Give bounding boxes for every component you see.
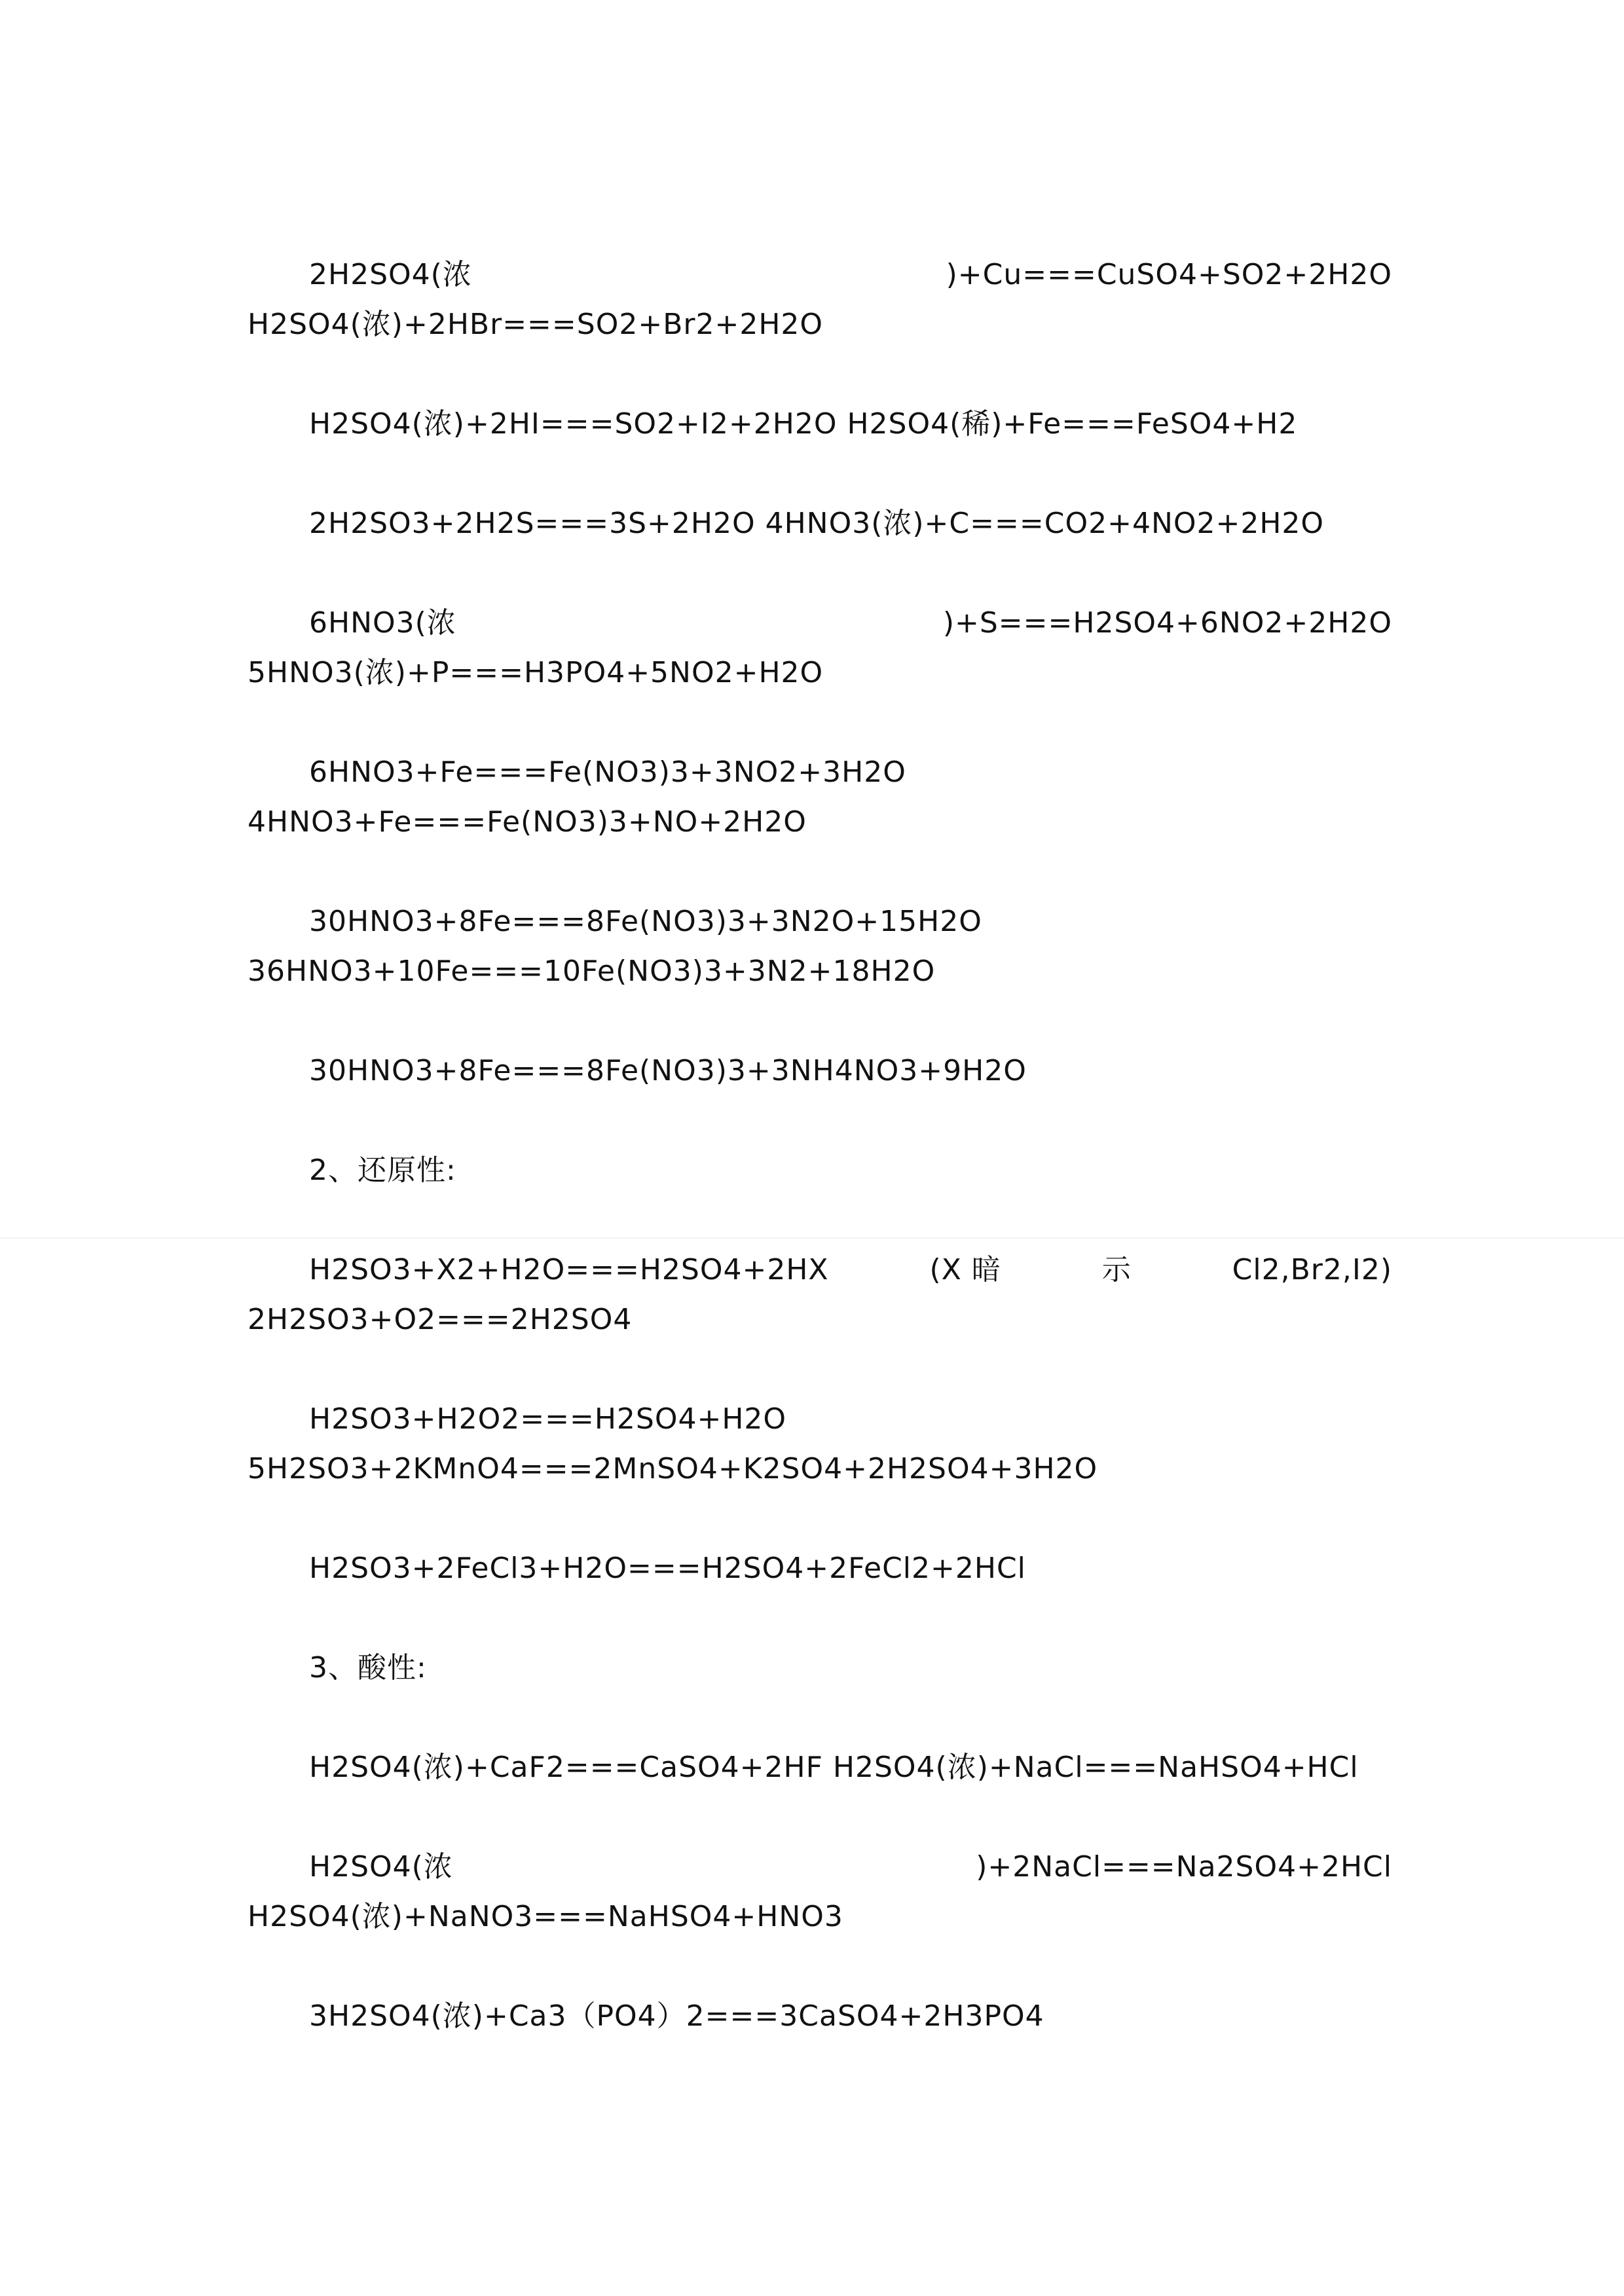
equation-line: 30HNO3+8Fe===8Fe(NO3)3+3NH4NO3+9H2O xyxy=(309,1054,1027,1087)
equation-line xyxy=(248,1842,1392,1892)
equation-line: 36HNO3+10Fe===10Fe(NO3)3+3N2+18H2O xyxy=(248,955,936,988)
page-divider xyxy=(0,1237,1624,1239)
equation-line: 5H2SO3+2KMnO4===2MnSO4+K2SO4+2H2SO4+3H2O xyxy=(248,1452,1098,1485)
equation-line: 30HNO3+8Fe===8Fe(NO3)3+3N2O+15H2O xyxy=(309,905,982,938)
equation-line: H2SO4(浓)+2HI===SO2+I2+2H2O H2SO4(稀)+Fe===FeSO4+H2 xyxy=(309,407,1298,441)
equation-text: (X 暗 xyxy=(929,1253,1001,1286)
equation-line: 2H2SO3+O2===2H2SO4 xyxy=(248,1303,633,1336)
equation-line: 6HNO3+Fe===Fe(NO3)3+3NO2+3H2O xyxy=(309,756,906,789)
equation-line: H2SO3+H2O2===H2SO4+H2O xyxy=(309,1402,787,1436)
equation-line: H2SO4(浓)+2HBr===SO2+Br2+2H2O xyxy=(248,308,824,341)
equation-line xyxy=(248,598,1392,648)
section-heading: 3、酸性: xyxy=(309,1651,427,1685)
equation-text: )+2NaCl===Na2SO4+2HCl xyxy=(976,1850,1392,1884)
equation-line: 3H2SO4(浓)+Ca3（PO4）2===3CaSO4+2H3PO4 xyxy=(309,1999,1044,2033)
equation-line: 4HNO3+Fe===Fe(NO3)3+NO+2H2O xyxy=(248,805,807,839)
equation-line: H2SO3+2FeCl3+H2O===H2SO4+2FeCl2+2HCl xyxy=(309,1552,1026,1585)
equation-line: 2H2SO3+2H2S===3S+2H2O 4HNO3(浓)+C===CO2+4NO2+2H2O xyxy=(309,507,1325,540)
section-heading: 2、还原性: xyxy=(309,1154,456,1187)
equation-text: 6HNO3(浓 xyxy=(309,606,456,640)
equation-text: 示 xyxy=(1101,1253,1132,1286)
equation-text: 2H2SO4(浓 xyxy=(309,258,472,291)
equation-text: )+S===H2SO4+6NO2+2H2O xyxy=(942,606,1392,640)
equation-line xyxy=(248,1245,1392,1295)
equation-text: H2SO4(浓 xyxy=(309,1850,453,1884)
equation-line: H2SO4(浓)+CaF2===CaSO4+2HF H2SO4(浓)+NaCl===NaHSO4+HCl xyxy=(309,1751,1359,1784)
equation-line: H2SO4(浓)+NaNO3===NaHSO4+HNO3 xyxy=(248,1900,843,1933)
equation-text: Cl2,Br2,I2) xyxy=(1232,1253,1392,1286)
equation-text: H2SO3+X2+H2O===H2SO4+2HX xyxy=(309,1253,829,1286)
equation-line xyxy=(248,250,1392,300)
equation-text: )+Cu===CuSO4+SO2+2H2O xyxy=(946,258,1392,291)
equation-line: 5HNO3(浓)+P===H3PO4+5NO2+H2O xyxy=(248,656,824,689)
